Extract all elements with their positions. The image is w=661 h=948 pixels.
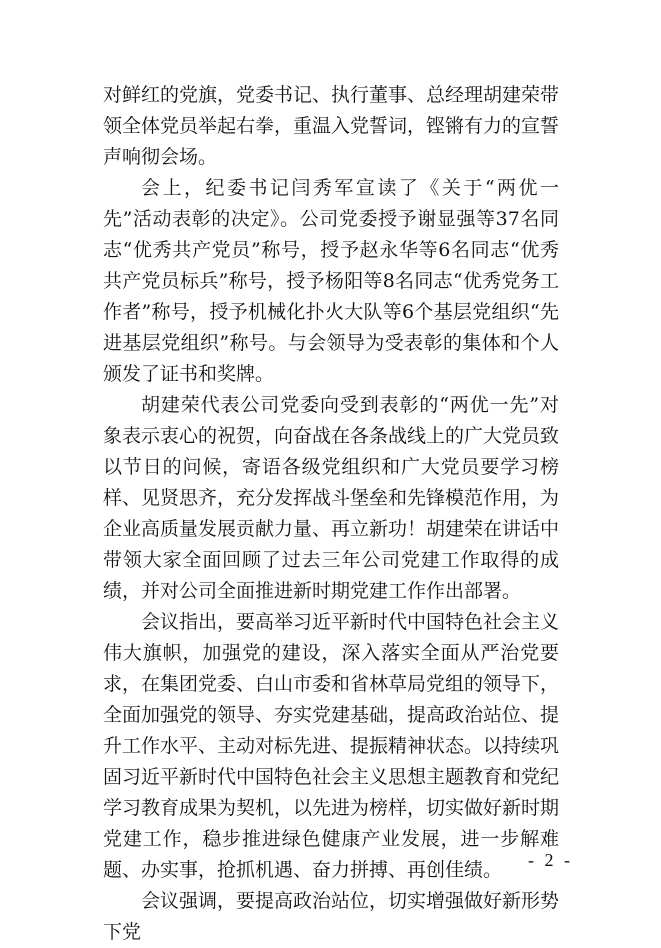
paragraph-continuation: 对鲜红的党旗，党委书记、执行董事、总经理胡建荣带领全体党员举起右拳，重温入党誓词，铿锵有力的宣誓声响彻会场。 bbox=[103, 84, 560, 168]
document-body bbox=[103, 80, 559, 948]
paragraph-meeting-emphasis: 会议强调，要提高政治站位，切实增强做好新形势下党 bbox=[103, 890, 560, 943]
paragraph-commendation: 会上，纪委书记闫秀军宣读了《关于“两优一先”活动表彰的决定》。公司党委授予谢显强等37名同志“优秀共产党员”称号，授予赵永华等6名同志“优秀共产党员标兵”称号，授予杨阳等8名同志“优秀党务工作者”称号，授予机械化扑火大队等6个基层党组织“先进基层党组织”称号。与会领导为受表彰的集体和个人颁发了证书和奖牌。 bbox=[103, 177, 559, 385]
page-number: - 2 - bbox=[528, 850, 573, 870]
paragraph-speech: 胡建荣代表公司党委向受到表彰的“两优一先”对象表示衷心的祝贺，向奋战在各条战线上的广大党员致以节日的问候，寄语各级党组织和广大党员要学习榜样、见贤思齐，充分发挥战斗堡垒和先锋模范作用，为企业高质量发展贡献力量、再立新功！胡建荣在讲话中带领大家全面回顾了过去三年公司党建工作取得的成绩，并对公司全面推进新时期党建工作作出部署。 bbox=[103, 394, 560, 602]
paragraph-meeting-points: 会议指出，要高举习近平新时代中国特色社会主义伟大旗帜，加强党的建设，深入落实全面从严治党要求，在集团党委、白山市委和省林草局党组的领导下，全面加强党的领导、夯实党建基础，提高政治站位、提升工作水平、主动对标先进、提振精神状态。以持续巩固习近平新时代中国特色社会主义思想主题教育和党纪学习教育成果为契机，以先进为榜样，切实做好新时期党建工作，稳步推进绿色健康产业发展，进一步解难题、办实事，抢抓机遇、奋力拼搏、再创佳绩。 bbox=[103, 611, 560, 881]
